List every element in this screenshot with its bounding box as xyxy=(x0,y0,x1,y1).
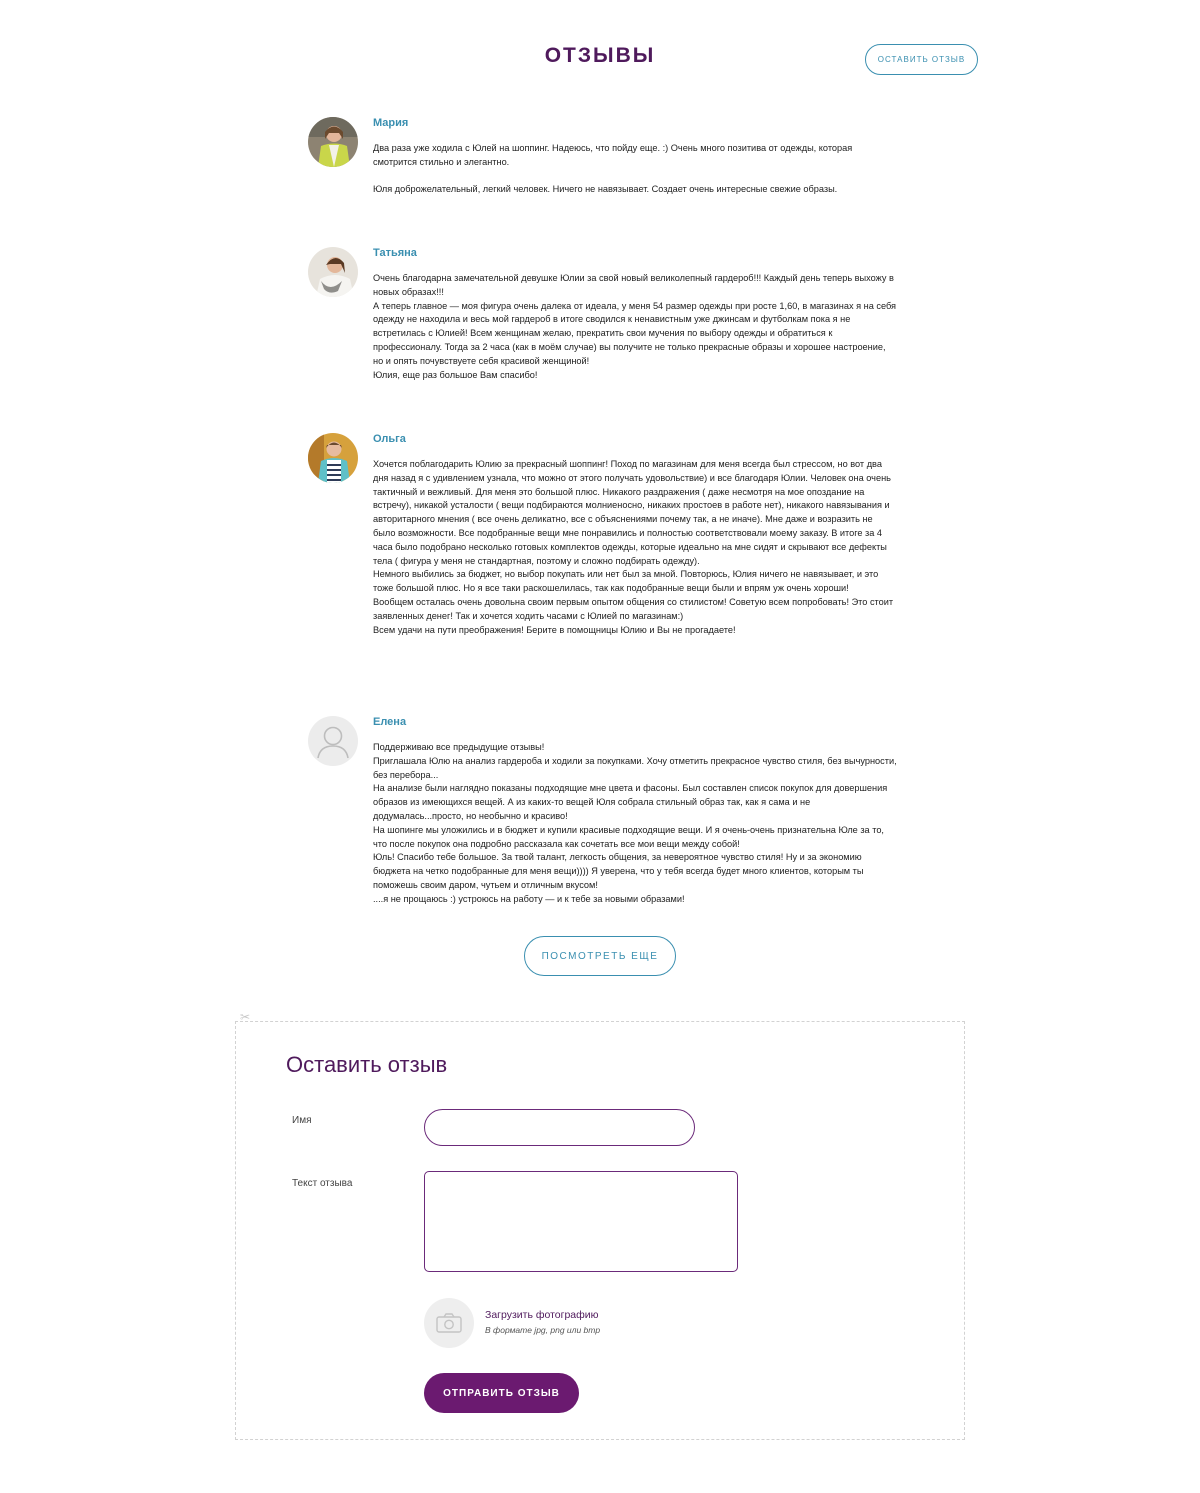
review-text: Два раза уже ходила с Юлей на шоппинг. Надеюсь, что пойду еще. :) Очень много позитива от одежды, которая смотрится стильно и элегантно. Юля доброжелательный, легкий человек. Ничего не навязывает. Создает очень интересные свежие образы. xyxy=(373,143,853,195)
review-item xyxy=(308,117,908,207)
review-item xyxy=(308,247,908,397)
reviewer-avatar xyxy=(308,433,358,483)
review-text: Очень благодарна замечательной девушке Юлии за свой новый великолепный гардероб!!! Каждый день теперь выхожу в новых образах!!! А теперь главное — моя фигура очень далека от идеала, у меня 54 размер одежды при росте 1,60, в магазинах я на себя одежду не находила и весь мой гардероб в итоге сводился к ненавистным уже джинсам и футболкам пока я не встретилась с Юлией! Всем женщинам желаю, прекратить свои мучения по выбору одежды и обратиться к профессионалу. Тогда за 2 часа (как в моём случае) вы получите не только прекрасные образы и хорошее настроение, но и опять почувствуете себя красивой женщиной! Юлия, еще раз большое Вам спасибо! xyxy=(373,273,896,380)
text-label: Текст отзыва xyxy=(292,1178,353,1189)
form-title: Оставить отзыв xyxy=(286,1052,448,1077)
scissors-icon: ✂ xyxy=(240,1010,251,1024)
page-title: ОТЗЫВЫ xyxy=(544,44,656,67)
review-text: Хочется поблагодарить Юлию за прекрасный шоппинг! Поход по магазинам для меня всегда был стрессом, но вот два дня назад я с удивлением узнала, что можно от этого получать удовольствие) и все благодаря Юлии. Человек она очень тактичный и вежливый. Для меня это большой плюс. Никакого раздражения ( даже несмотря на мое опоздание на встречу), никакой усталости ( вещи подбираются молниеносно, никаких простоев в работе нет), никакого навязывания и авторитарного мнения ( все очень деликатно, все с объяснениями почему так, а не иначе). Мне даже и возразить не было возможности. Все подобранные вещи мне понравились и полностью соответствовали моему заказу. В итоге за 4 часа было подобрано несколько готовых комплектов одежды, которые идеально на мне сидят и скрывают все дефекты тела ( фигура у меня не стандартная, поэтому и сложно подбирать одежду). Немного выбились за бюджет, но выбор покупать или нет был за мной. Повторюсь, Юлия ничего не навязывает, и это тоже большой плюс. Но я все таки раскошелилась, так как подобранные вещи были и впрям уж очень хороши! Вообщем осталась очень довольна своим первым опытом общения со стилистом! Советую всем попробовать! Это стоит заявленных денег! Так и хочется ходить часами с Юлией по магазинам:) Всем удачи на пути преображения! Берите в помощницы Юлию и Вы не прогадаете! xyxy=(373,459,894,635)
upload-hint: В формате jpg, png или bmp xyxy=(485,1325,601,1335)
camera-icon[interactable] xyxy=(424,1298,474,1348)
reviewer-avatar xyxy=(308,247,358,297)
review-text-input[interactable] xyxy=(424,1171,738,1272)
leave-review-button[interactable]: ОСТАВИТЬ ОТЗЫВ xyxy=(865,44,978,75)
name-label: Имя xyxy=(292,1115,312,1126)
default-avatar-icon xyxy=(308,716,358,766)
reviewer-name: Мария xyxy=(373,117,409,129)
submit-review-button[interactable]: ОТПРАВИТЬ ОТЗЫВ xyxy=(424,1373,579,1413)
upload-photo-link[interactable]: Загрузить фотографию xyxy=(485,1309,599,1321)
reviewer-name: Ольга xyxy=(373,433,406,445)
review-item xyxy=(308,433,908,673)
reviewer-avatar xyxy=(308,117,358,167)
reviewer-name: Татьяна xyxy=(373,247,417,259)
show-more-button[interactable]: ПОСМОТРЕТЬ ЕЩЕ xyxy=(524,936,676,976)
review-item xyxy=(308,716,908,916)
review-text: Поддерживаю все предыдущие отзывы! Приглашала Юлю на анализ гардероба и ходили за покупками. Хочу отметить прекрасное чувство стиля, без вычурности, без перебора... На анализе были наглядно показаны подходящие мне цвета и фасоны. Был составлен список покупок для довершения образов из имеющихся вещей. А из каких-то вещей Юля собрала стильный образ так, как я сама и не додумалась...просто, но необычно и красиво! На шопинге мы уложились и в бюджет и купили красивые подходящие вещи. И я очень-очень признательна Юле за то, что после покупок она подробно рассказала как сочетать все мои вещи между собой! Юль! Спасибо тебе большое. За твой талант, легкость общения, за невероятное чувство стиля! Ну и за экономию бюджета на четко подобранные для меня вещи)))) Я уверена, что у тебя всегда будет много клиентов, которым ты поможешь своим даром, чутьем и отличным вкусом! ....я не прощаюсь :) устроюсь на работу — и к тебе за новыми образами! xyxy=(373,742,897,904)
reviewer-name: Елена xyxy=(373,716,407,728)
name-input[interactable] xyxy=(424,1109,695,1146)
